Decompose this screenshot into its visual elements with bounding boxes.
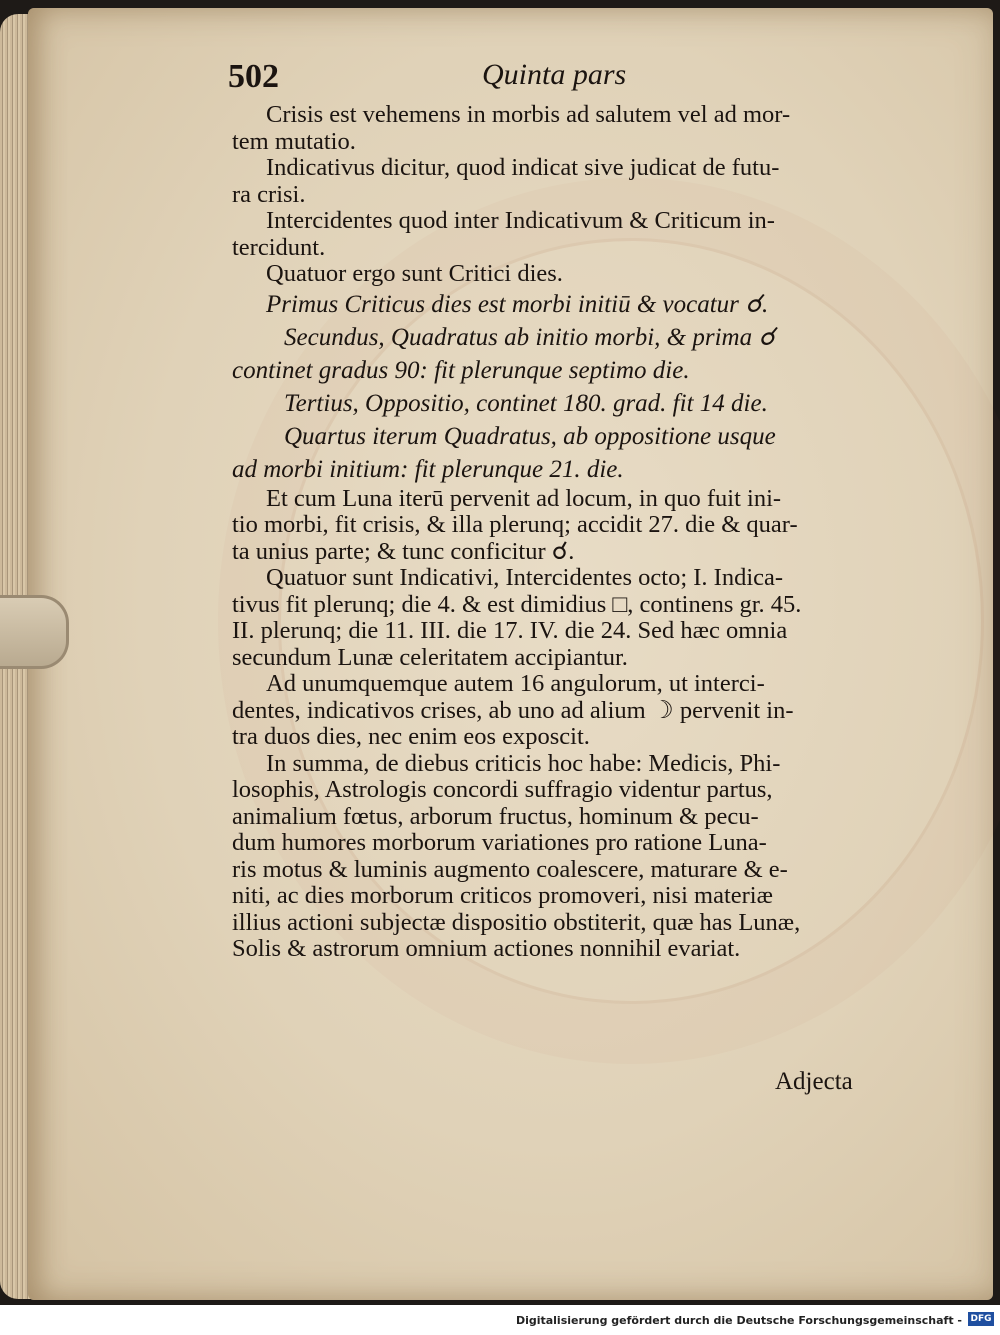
- catchword: Adjecta: [775, 1068, 853, 1095]
- page-header: [0, 58, 1000, 98]
- footer-credit: Digitalisierung gefördert durch die Deutsche Forschungsgemeinschaft -: [515, 1314, 962, 1327]
- text-line: Secundus, Quadratus ab initio morbi, & prima ☌: [284, 323, 776, 351]
- text-line: Tertius, Oppositio, continet 180. grad. fit 14 die.: [284, 389, 768, 417]
- text-line: II. plerunq; die 11. III. die 17. IV. die 24. Sed hæc omnia: [232, 617, 788, 644]
- text-line: continet gradus 90: fit plerunque septimo die.: [232, 356, 690, 384]
- text-line: niti, ac dies morborum criticos promoveri, nisi materiæ: [232, 882, 773, 909]
- text-line: tem mutatio.: [232, 127, 356, 155]
- footer-bar: [0, 1305, 1000, 1335]
- text-line: Quartus iterum Quadratus, ab oppositione usque: [284, 422, 776, 450]
- dfg-logo: DFG: [968, 1312, 994, 1326]
- book-clasp: [0, 595, 69, 669]
- text-line: ris motus & luminis augmento coalescere, maturare & e-: [232, 855, 788, 883]
- text-line: animalium fœtus, arborum fructus, hominum & pecu-: [232, 802, 759, 830]
- text-line: Primus Criticus dies est morbi initiū & vocatur ☌.: [266, 290, 769, 318]
- text-line: dentes, indicativos crises, ab uno ad alium ☽ pervenit in-: [232, 696, 794, 724]
- text-line: losophis, Astrologis concordi suffragio videntur partus,: [232, 776, 773, 803]
- text-line: Indicativus dicitur, quod indicat sive judicat de futu-: [266, 154, 780, 181]
- text-line: Et cum Luna iterū pervenit ad locum, in quo fuit ini-: [266, 484, 782, 512]
- text-line: Solis & astrorum omnium actiones nonnihil evariat.: [232, 935, 741, 962]
- text-line: Ad unumquemque autem 16 angulorum, ut interci-: [266, 670, 765, 697]
- text-line: ad morbi initium: fit plerunque 21. die.: [232, 455, 624, 483]
- text-line: In summa, de diebus criticis hoc habe: Medicis, Phi-: [266, 749, 781, 777]
- text-line: secundum Lunæ celeritatem accipiantur.: [232, 643, 628, 671]
- text-line: tercidunt.: [232, 233, 326, 261]
- text-line: Quatuor sunt Indicativi, Intercidentes octo; I. Indica-: [266, 564, 784, 591]
- text-line: ta unius parte; & tunc conficitur ☌.: [232, 537, 575, 565]
- text-line: ra crisi.: [232, 180, 306, 208]
- body-text: [232, 102, 892, 963]
- text-line: Crisis est vehemens in morbis ad salutem vel ad mor-: [266, 101, 791, 128]
- text-line: tio morbi, fit crisis, & illa plerunq; accidit 27. die & quar-: [232, 511, 798, 538]
- text-line: Quatuor ergo sunt Critici dies.: [266, 260, 563, 287]
- text-line: tivus fit plerunq; die 4. & est dimidius □, continens gr. 45.: [232, 590, 802, 618]
- text-line: Intercidentes quod inter Indicativum & Criticum in-: [266, 207, 775, 234]
- page-number: 502: [228, 58, 279, 95]
- text-line: tra duos dies, nec enim eos exposcit.: [232, 723, 590, 750]
- text-line: illius actioni subjectæ dispositio obstiterit, quæ has Lunæ,: [232, 908, 801, 936]
- text-line: dum humores morborum variationes pro ratione Luna-: [232, 829, 767, 856]
- running-title: Quinta pars: [482, 58, 627, 91]
